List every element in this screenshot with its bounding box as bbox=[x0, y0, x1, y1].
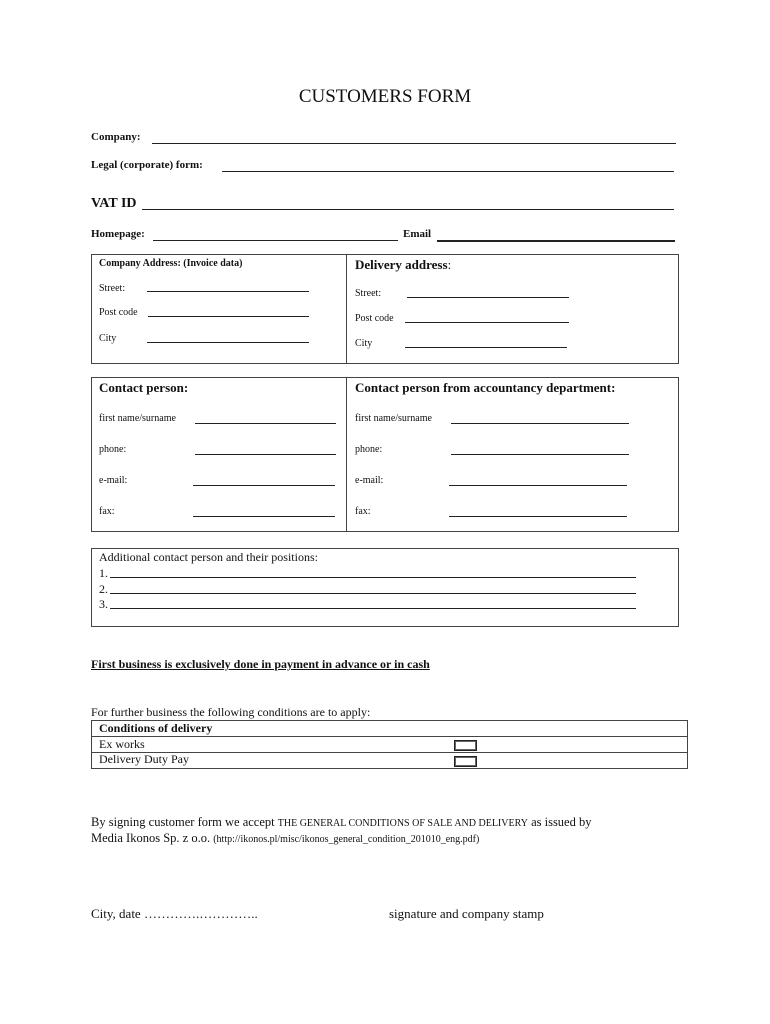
additional-contact-3-label: 3. bbox=[99, 597, 108, 611]
additional-contact-3-field[interactable] bbox=[110, 608, 636, 609]
email-field[interactable] bbox=[437, 240, 675, 242]
condition-ex-works-label: Ex works bbox=[99, 737, 145, 751]
company-name-text: Media Ikonos Sp. z o.o. bbox=[91, 831, 211, 845]
accountancy-name-field[interactable] bbox=[451, 423, 629, 424]
accountancy-fax-label: fax: bbox=[355, 506, 371, 517]
form-title: CUSTOMERS FORM bbox=[298, 86, 472, 107]
additional-contacts-heading: Additional contact person and their positions: bbox=[99, 550, 318, 564]
contact-name-field[interactable] bbox=[195, 423, 336, 424]
general-conditions-text: THE GENERAL CONDITIONS OF SALE AND DELIVERY bbox=[277, 818, 528, 829]
vat-id-label: VAT ID bbox=[91, 196, 137, 211]
signing-text-b: as issued by bbox=[531, 815, 592, 829]
homepage-label: Homepage: bbox=[91, 228, 145, 240]
signing-statement-line2 bbox=[91, 831, 479, 846]
contact-name-label: first name/surname bbox=[99, 413, 176, 424]
address-divider bbox=[346, 254, 347, 364]
delivery-address-heading-text: Delivery address bbox=[355, 257, 448, 272]
accountancy-phone-field[interactable] bbox=[451, 454, 629, 455]
contact-email-field[interactable] bbox=[193, 485, 335, 486]
conditions-header-divider bbox=[91, 736, 688, 737]
delivery-street-label: Street: bbox=[355, 288, 382, 299]
contact-person-heading: Contact person: bbox=[99, 380, 189, 395]
vat-id-field[interactable] bbox=[142, 209, 674, 210]
invoice-postcode-label: Post code bbox=[99, 307, 138, 318]
ddp-checkbox[interactable] bbox=[454, 756, 477, 767]
contact-fax-field[interactable] bbox=[193, 516, 335, 517]
delivery-address-heading-colon: : bbox=[447, 257, 452, 272]
invoice-postcode-field[interactable] bbox=[148, 316, 309, 317]
invoice-street-label: Street: bbox=[99, 283, 126, 294]
delivery-postcode-field[interactable] bbox=[405, 322, 569, 323]
accountancy-phone-label: phone: bbox=[355, 444, 383, 455]
contact-phone-label: phone: bbox=[99, 444, 127, 455]
accountancy-email-label: e-mail: bbox=[355, 475, 384, 486]
signature-stamp-label: signature and company stamp bbox=[389, 906, 544, 921]
delivery-city-field[interactable] bbox=[405, 347, 567, 348]
accountancy-contact-heading: Contact person from accountancy department: bbox=[355, 380, 616, 395]
delivery-address-heading bbox=[355, 257, 451, 273]
delivery-postcode-label: Post code bbox=[355, 313, 394, 324]
additional-contact-1-field[interactable] bbox=[110, 577, 636, 578]
first-business-note: First business is exclusively done in payment in advance or in cash bbox=[91, 657, 430, 671]
invoice-city-field[interactable] bbox=[147, 342, 309, 343]
company-field[interactable] bbox=[152, 143, 676, 144]
additional-contact-2-label: 2. bbox=[99, 582, 108, 596]
accountancy-fax-field[interactable] bbox=[449, 516, 627, 517]
further-business-text: For further business the following conditions are to apply: bbox=[91, 705, 371, 719]
invoice-city-label: City bbox=[99, 333, 117, 344]
invoice-street-field[interactable] bbox=[147, 291, 309, 292]
city-date-field[interactable]: City, date ………….………….. bbox=[91, 906, 258, 921]
signing-statement-line1 bbox=[91, 815, 591, 830]
contact-fax-label: fax: bbox=[99, 506, 115, 517]
conditions-header: Conditions of delivery bbox=[99, 721, 213, 735]
additional-contact-2-field[interactable] bbox=[110, 593, 636, 594]
invoice-address-heading: Company Address: (Invoice data) bbox=[99, 258, 243, 269]
contact-divider bbox=[346, 377, 347, 532]
additional-contact-1-label: 1. bbox=[99, 566, 108, 580]
company-label: Company: bbox=[91, 131, 141, 143]
signing-text-a: By signing customer form we accept bbox=[91, 815, 275, 829]
condition-ddp-label: Delivery Duty Pay bbox=[99, 752, 189, 766]
delivery-city-label: City bbox=[355, 338, 373, 349]
delivery-street-field[interactable] bbox=[407, 297, 569, 298]
accountancy-name-label: first name/surname bbox=[355, 413, 432, 424]
legal-form-field[interactable] bbox=[222, 171, 674, 172]
email-label: Email bbox=[403, 228, 432, 240]
conditions-url-link[interactable]: (http://ikonos.pl/misc/ikonos_general_condition_201010_eng.pdf) bbox=[213, 834, 480, 845]
contact-phone-field[interactable] bbox=[195, 454, 336, 455]
contact-email-label: e-mail: bbox=[99, 475, 128, 486]
accountancy-email-field[interactable] bbox=[449, 485, 627, 486]
homepage-field[interactable] bbox=[153, 240, 398, 241]
ex-works-checkbox[interactable] bbox=[454, 740, 477, 751]
legal-form-label: Legal (corporate) form: bbox=[91, 159, 203, 171]
